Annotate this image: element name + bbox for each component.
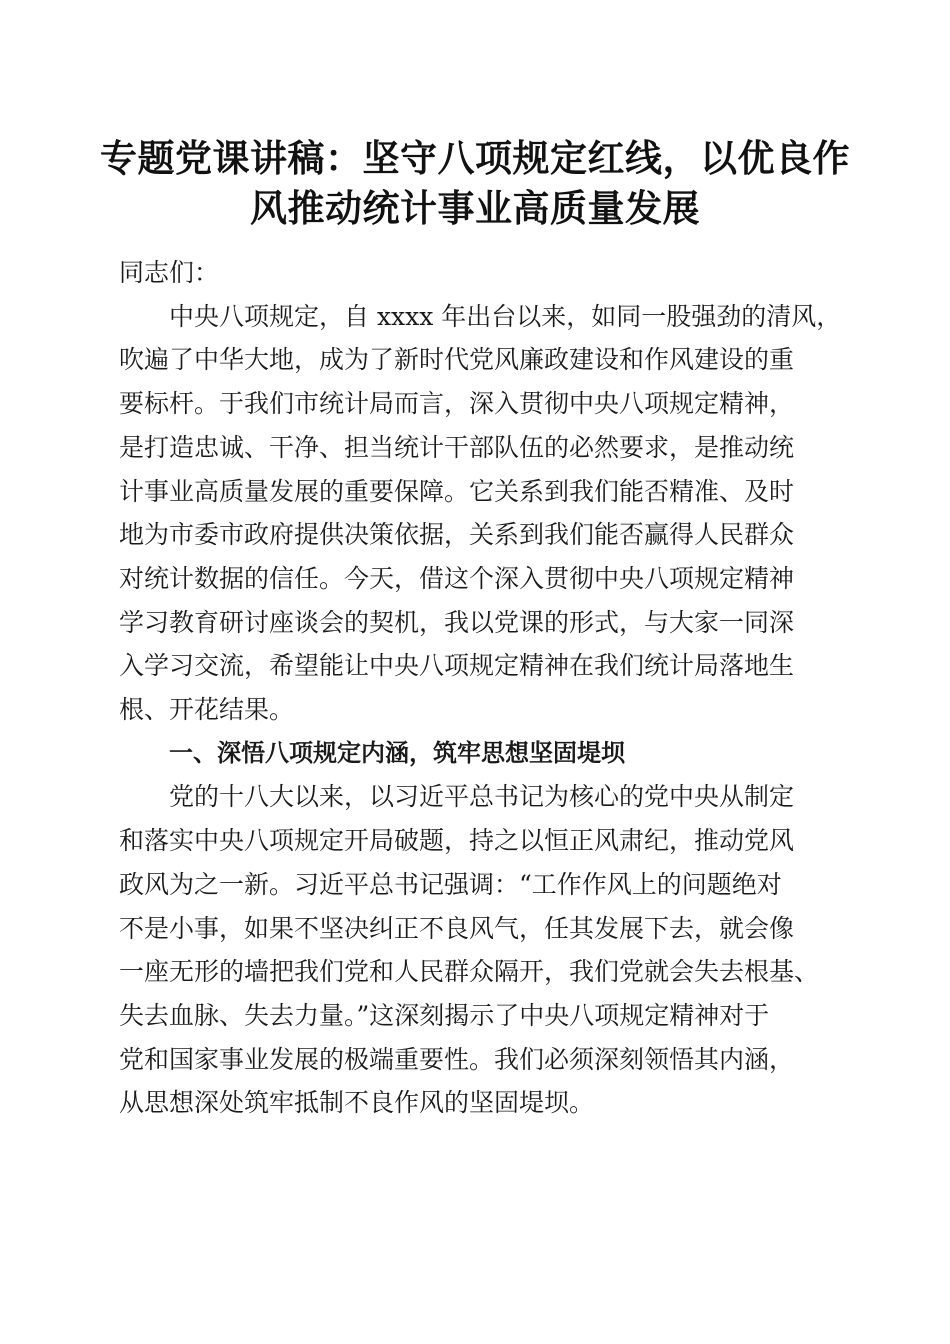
paragraph-line: 地为市委市政府提供决策依据，关系到我们能否赢得人民群众 [119,520,795,550]
paragraph-line: 不是小事，如果不坚决纠正不良风气，任其发展下去，就会像 [119,913,795,943]
paragraph-line: 和落实中央八项规定开局破题，持之以恒正风肃纪，推动党风 [119,826,795,856]
title-line: 专题党课讲稿：坚守八项规定红线，以优良作 [100,136,850,180]
paragraph-line: 一座无形的墙把我们党和人民群众隔开，我们党就会失去根基、 [119,957,820,987]
paragraph-line: 要标杆。于我们市统计局而言，深入贯彻中央八项规定精神， [119,389,795,419]
paragraph-line: 对统计数据的信任。今天，借这个深入贯彻中央八项规定精神 [119,563,795,593]
salutation: 同志们： [119,258,220,287]
paragraph-line: 是打造忠诚、干净、担当统计干部队伍的必然要求，是推动统 [119,432,795,462]
paragraph-section-one [119,775,841,1125]
section-heading: 一、深悟八项规定内涵，筑牢思想坚固堤坝 [169,738,625,767]
paragraph-line: 入学习交流，希望能让中央八项规定精神在我们统计局落地生 [119,651,795,681]
paragraph-line: 从思想深处筑牢抵制不良作风的坚固堤坝。 [119,1088,595,1118]
paragraph-line: 吹遍了中华大地，成为了新时代党风廉政建设和作风建设的重 [119,345,795,375]
paragraph-line: 计事业高质量发展的重要保障。它关系到我们能否精准、及时 [119,476,795,506]
paragraph-line: 党和国家事业发展的极端重要性。我们必须深刻领悟其内涵， [119,1044,795,1074]
paragraph-line: 党的十八大以来，以习近平总书记为核心的党中央从制定 [169,782,795,812]
paragraph-line: 学习教育研讨座谈会的契机，我以党课的形式，与大家一同深 [119,607,795,637]
document-body [119,251,841,1125]
paragraph-line: 中央八项规定，自 xxxx 年出台以来，如同一股强劲的清风， [169,301,842,331]
title-line: 风推动统计事业高质量发展 [250,186,700,230]
paragraph-line: 根、开花结果。 [119,695,295,725]
paragraph-intro [119,295,841,732]
paragraph-line: 失去血脉、失去力量。”这深刻揭示了中央八项规定精神对于 [119,1000,770,1030]
paragraph-line: 政风为之一新。习近平总书记强调：“工作作风上的问题绝对 [119,869,782,899]
document-title [100,133,850,233]
